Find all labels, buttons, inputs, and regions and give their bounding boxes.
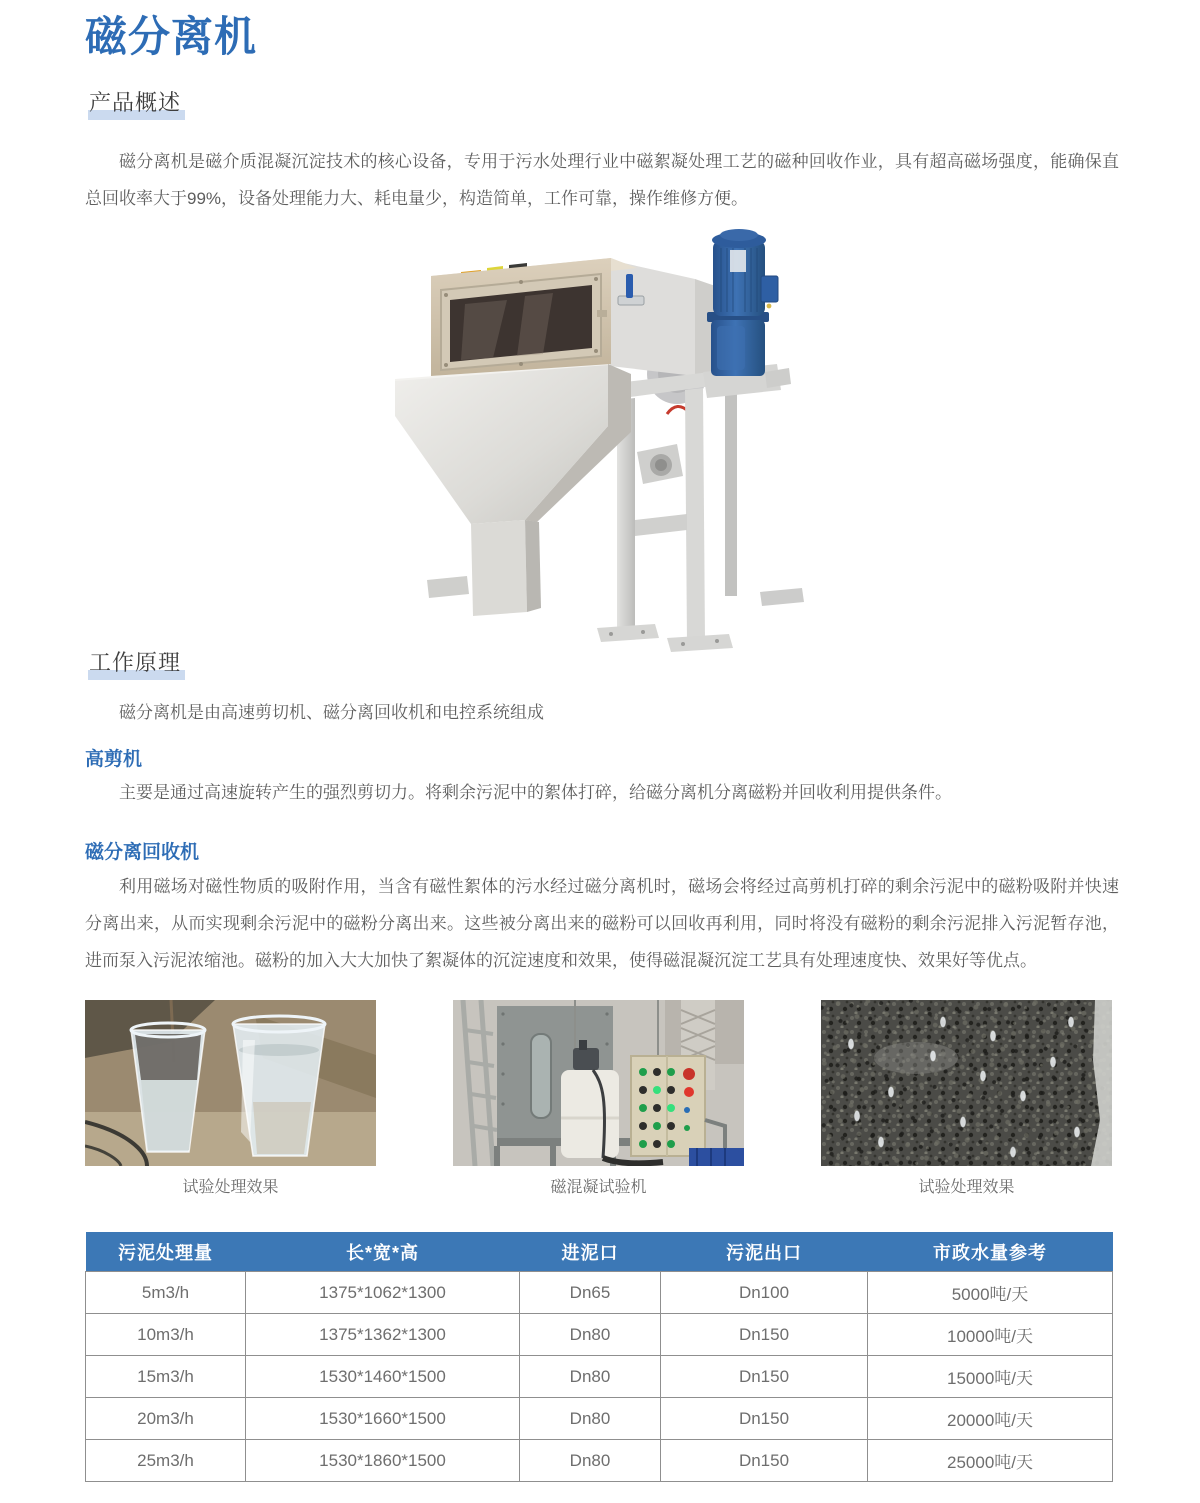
section-heading-principle-label: 工作原理 [88,650,185,680]
cell-dimensions: 1530*1860*1500 [246,1440,520,1482]
table-row [86,1440,1113,1482]
gallery-item-test-cups [85,1000,376,1197]
photo-gallery [85,1000,1112,1197]
overview-paragraph: 磁分离机是磁介质混凝沉淀技术的核心设备，专用于污水处理行业中磁絮凝处理工艺的磁种回收作业，具有超高磁场强度，能确保直总回收率大于99%，设备处理能力大、耗电量少，构造简单，工作可靠，操作维修方便。 [85,152,1119,208]
cell-municipal-ref: 20000吨/天 [868,1398,1113,1440]
col-header-dimensions: 长*宽*高 [246,1232,520,1272]
spec-table-header-row [86,1232,1113,1272]
cell-municipal-ref: 10000吨/天 [868,1314,1113,1356]
col-header-outlet: 污泥出口 [661,1232,868,1272]
cell-capacity: 10m3/h [86,1314,246,1356]
cell-inlet: Dn65 [520,1272,661,1314]
section-heading-overview [88,86,185,117]
coagulation-test-machine-photo [453,1000,744,1166]
test-cups-photo [85,1000,376,1166]
cell-dimensions: 1375*1062*1300 [246,1272,520,1314]
cell-inlet: Dn80 [520,1398,661,1440]
table-row [86,1272,1113,1314]
high-shear-paragraph: 主要是通过高速旋转产生的强烈剪切力。将剩余污泥中的絮体打碎，给磁分离机分离磁粉并回收利用提供条件。 [119,783,952,802]
magnetic-sludge-photo [821,1000,1112,1166]
cell-outlet: Dn100 [661,1272,868,1314]
cell-dimensions: 1530*1660*1500 [246,1398,520,1440]
product-photo-magnetic-separator [375,224,835,654]
cell-municipal-ref: 5000吨/天 [868,1272,1113,1314]
table-row [86,1398,1113,1440]
subheading-recovery: 磁分离回收机 [85,842,200,863]
cell-capacity: 15m3/h [86,1356,246,1398]
principle-intro-paragraph: 磁分离机是由高速剪切机、磁分离回收机和电控系统组成 [119,703,544,722]
cell-dimensions: 1375*1362*1300 [246,1314,520,1356]
spec-table [85,1232,1113,1482]
gallery-item-magnetic-sludge [821,1000,1112,1197]
magnetic-separator-illustration [375,224,835,654]
cell-dimensions: 1530*1460*1500 [246,1356,520,1398]
gallery-item-test-machine [453,1000,744,1197]
table-row [86,1356,1113,1398]
gallery-caption: 磁混凝试验机 [550,1179,647,1196]
cell-outlet: Dn150 [661,1356,868,1398]
cell-municipal-ref: 15000吨/天 [868,1356,1113,1398]
cell-outlet: Dn150 [661,1440,868,1482]
section-heading-overview-label: 产品概述 [88,90,185,120]
cell-inlet: Dn80 [520,1314,661,1356]
cell-inlet: Dn80 [520,1440,661,1482]
recovery-paragraph: 利用磁场对磁性物质的吸附作用，当含有磁性絮体的污水经过磁分离机时，磁场会将经过高剪机打碎的剩余污泥中的磁粉吸附并快速分离出来，从而实现剩余污泥中的磁粉分离出来。这些被分离出来的磁粉可以回收再利用，同时将没有磁粉的剩余污泥排入污泥暂存池，进而泵入污泥浓缩池。磁粉的加入大大加快了絮凝体的沉淀速度和效果，使得磁混凝沉淀工艺具有处理速度快、效果好等优点。 [85,877,1119,970]
cell-outlet: Dn150 [661,1314,868,1356]
cell-capacity: 25m3/h [86,1440,246,1482]
gallery-caption: 试验处理效果 [182,1179,279,1196]
table-row [86,1314,1113,1356]
cell-capacity: 5m3/h [86,1272,246,1314]
gallery-caption: 试验处理效果 [918,1179,1015,1196]
cell-municipal-ref: 25000吨/天 [868,1440,1113,1482]
cell-inlet: Dn80 [520,1356,661,1398]
col-header-inlet: 进泥口 [520,1232,661,1272]
cell-capacity: 20m3/h [86,1398,246,1440]
cell-outlet: Dn150 [661,1398,868,1440]
col-header-capacity: 污泥处理量 [86,1232,246,1272]
page-title: 磁分离机 [85,13,258,60]
subheading-high-shear: 高剪机 [85,749,143,770]
section-heading-principle [88,646,185,677]
col-header-municipal-ref: 市政水量参考 [868,1232,1113,1272]
